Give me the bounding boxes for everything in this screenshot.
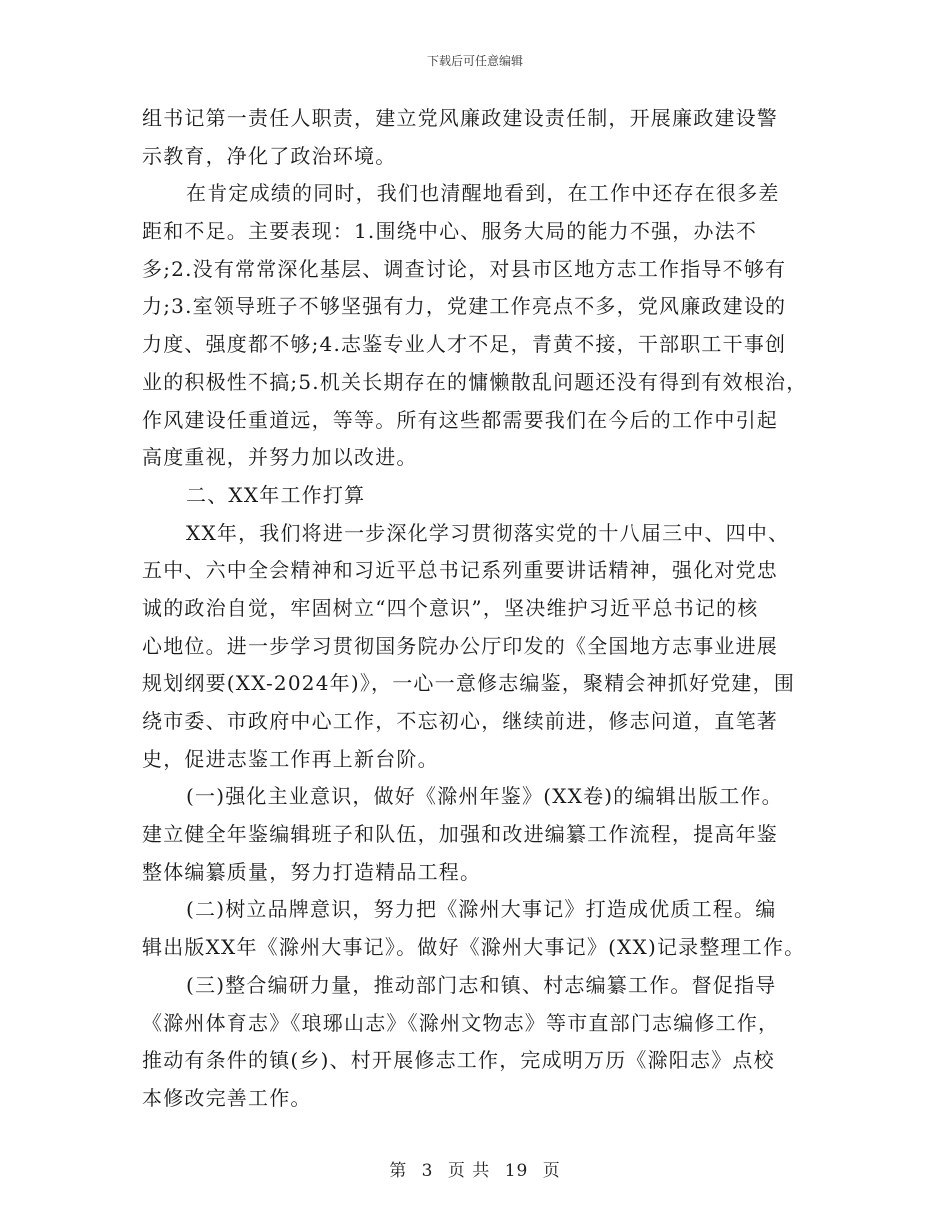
text-line: (三)整合编研力量，推动部门志和镇、村志编纂工作。督促指导 — [186, 972, 777, 997]
text-line: 多;2.没有常常深化基层、调查讨论，对县市区地方志工作指导不够有 — [142, 256, 787, 281]
text-line: 五中、六中全会精神和习近平总书记系列重要讲话精神，强化对党忠 — [142, 558, 778, 583]
text-line: 辑出版XX年《滁州大事记》。做好《滁州大事记》(XX)记录整理工作。 — [142, 935, 806, 960]
text-line: 推动有条件的镇(乡)、村开展修志工作，完成明万历《滁阳志》点校 — [142, 1048, 775, 1073]
text-line: 作风建设任重道远，等等。所有这些都需要我们在今后的工作中引起 — [142, 407, 778, 432]
text-line: 心地位。进一步学习贯彻国务院办公厅印发的《全国地方志事业进展 — [142, 633, 778, 658]
text-line: 规划纲要(XX-2024年)》，一心一意修志编鉴，聚精会神抓好党建，围 — [142, 671, 796, 696]
text-line: 绕市委、市政府中心工作，不忘初心，继续前进，修志问道，直笔著 — [142, 709, 778, 733]
text-line: 高度重视，并努力加以改进。 — [142, 445, 418, 470]
page-suffix: 页 — [542, 1161, 561, 1181]
document-body — [142, 100, 814, 1118]
text-line: 在肯定成绩的同时，我们也清醒地看到，在工作中还存在很多差 — [186, 181, 780, 206]
page-middle: 页 共 — [447, 1161, 491, 1181]
section-heading: 二、XX年工作打算 — [186, 482, 366, 507]
page-total: 19 — [504, 1161, 529, 1181]
page-number — [0, 1156, 950, 1181]
page-current: 3 — [421, 1161, 434, 1181]
text-line: 《滁州体育志》《琅琊山志》《滁州文物志》等市直部门志编修工作， — [142, 1010, 780, 1035]
text-line: 建立健全年鉴编辑班子和队伍，加强和改进编纂工作流程，提高年鉴 — [142, 822, 778, 847]
text-line: 本修改完善工作。 — [142, 1085, 312, 1110]
text-line: (二)树立品牌意识，努力把《滁州大事记》打造成优质工程。编 — [186, 897, 777, 922]
text-line: 力度、强度都不够;4.志鉴专业人才不足，青黄不接，干部职工干事创 — [142, 332, 787, 357]
text-line: 业的积极性不搞;5.机关长期存在的慵懒散乱问题还没有得到有效根治， — [142, 369, 808, 394]
text-line: 示教育，净化了政治环境。 — [142, 143, 397, 168]
text-line: (一)强化主业意识，做好《滁州年鉴》(XX卷)的编辑出版工作。 — [186, 784, 783, 809]
text-line: 诚的政治自觉，牢固树立“四个意识”，坚决维护习近平总书记的核 — [142, 595, 759, 620]
text-line: XX年，我们将进一步深化学习贯彻落实党的十八届三中、四中、 — [186, 520, 790, 545]
text-line: 力;3.室领导班子不够坚强有力，党建工作亮点不多，党风廉政建设的 — [142, 294, 787, 319]
text-line: 史，促进志鉴工作再上新台阶。 — [142, 746, 439, 771]
text-line: 距和不足。主要表现：1.围绕中心、服务大局的能力不强，办法不 — [142, 219, 758, 244]
page-prefix: 第 — [389, 1161, 408, 1181]
text-line: 整体编纂质量，努力打造精品工程。 — [142, 859, 482, 884]
header-note: 下载后可任意编辑 — [426, 54, 523, 68]
text-line: 组书记第一责任人职责，建立党风廉政建设责任制，开展廉政建设警 — [142, 106, 778, 130]
